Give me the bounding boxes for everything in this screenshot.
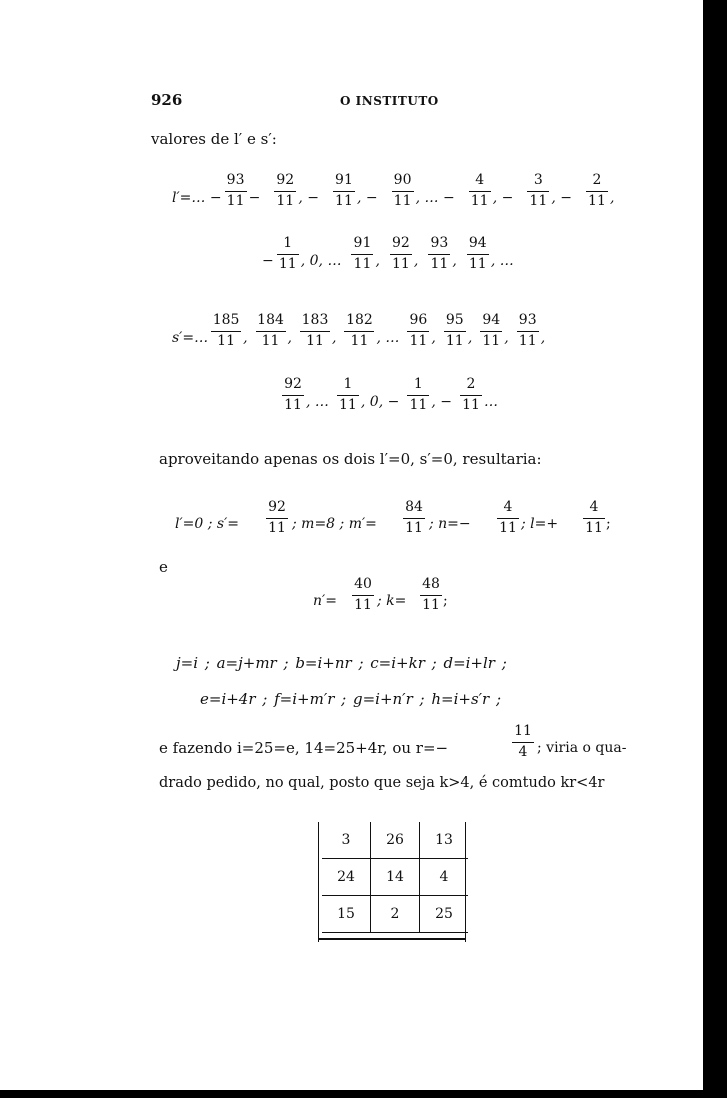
row-separator: , xyxy=(609,190,615,206)
fraction-numerator: 91 xyxy=(335,172,353,188)
fraction-numerator: 96 xyxy=(409,312,428,328)
fraction-numerator: 11 xyxy=(514,723,532,739)
fazendo-part2: ; viria o qua- xyxy=(537,740,627,756)
fraction-denominator: 11 xyxy=(226,193,245,209)
row-fraction xyxy=(390,236,412,271)
row-fraction xyxy=(460,377,482,412)
row-fraction xyxy=(428,236,450,271)
fraction-denominator: 11 xyxy=(482,333,501,349)
row-separator: , − xyxy=(492,190,514,206)
row-fraction xyxy=(211,313,241,348)
row-separator: , − xyxy=(431,394,452,410)
fraction-denominator: 11 xyxy=(445,333,464,349)
fraction-denominator: 11 xyxy=(409,333,428,349)
fraction-denominator: 11 xyxy=(468,256,487,272)
fraction-denominator: 11 xyxy=(350,333,369,349)
fraction-numerator: 92 xyxy=(268,499,286,515)
eq2-part2: ; k= xyxy=(377,593,407,609)
table-row xyxy=(322,822,468,859)
fraction-denominator: 11 xyxy=(268,520,286,536)
fraction-bar xyxy=(512,742,534,743)
row-fraction xyxy=(344,313,374,348)
row-fraction xyxy=(407,377,429,412)
fraction-bar xyxy=(351,254,373,255)
fraction-denominator: 11 xyxy=(588,193,606,209)
row-lead: − xyxy=(262,253,274,269)
fazendo-part1: e fazendo i=25=e, 14=25+4r, ou r=− xyxy=(159,739,449,757)
fraction-denominator: 11 xyxy=(354,597,372,613)
fraction-bar xyxy=(469,191,491,192)
row-fraction xyxy=(225,173,247,208)
fraction-numerator: 2 xyxy=(466,376,476,392)
fraction-denominator: 11 xyxy=(405,520,423,536)
fraction-bar xyxy=(428,254,450,255)
fraction-bar xyxy=(277,254,299,255)
eq1-frac4 xyxy=(583,500,605,535)
fraction-numerator: 93 xyxy=(226,172,245,188)
fraction-bar xyxy=(352,595,374,596)
fraction-denominator: 11 xyxy=(529,193,548,209)
fraction-bar xyxy=(344,331,374,332)
row-separator: , … xyxy=(490,253,514,269)
row-fraction xyxy=(282,377,304,412)
row-separator: , − xyxy=(356,190,378,206)
fraction-denominator: 11 xyxy=(338,397,357,413)
fraction-numerator: 185 xyxy=(212,312,240,328)
fraction-denominator: 11 xyxy=(499,520,517,536)
fraction-denominator: 11 xyxy=(391,256,410,272)
row-separator: , … xyxy=(376,330,400,346)
fraction-numerator: 94 xyxy=(482,312,501,328)
row-fraction xyxy=(469,173,491,208)
drado-line: drado pedido, no qual, posto que seja k>4, é comtudo kr<4r xyxy=(159,775,605,791)
fraction-denominator: 11 xyxy=(585,520,603,536)
row-fraction xyxy=(351,236,373,271)
fraction-bar xyxy=(337,395,359,396)
fraction-numerator: 1 xyxy=(413,376,423,392)
fraction-numerator: 1 xyxy=(343,376,353,392)
eq2-part1: n′= xyxy=(313,593,337,609)
row-lead: l′=… − xyxy=(172,190,222,206)
row-fraction xyxy=(333,173,355,208)
fraction-numerator: 182 xyxy=(346,312,373,328)
row-separator: , − xyxy=(298,190,319,206)
row-fraction xyxy=(444,313,466,348)
fraction-denominator: 11 xyxy=(278,256,297,272)
row-fraction xyxy=(337,377,359,412)
eq1-frac2 xyxy=(403,500,425,535)
fraction-bar xyxy=(460,395,482,396)
table-cell: 14 xyxy=(371,859,420,896)
fraction-denominator: 11 xyxy=(518,333,537,349)
fraction-bar xyxy=(225,191,247,192)
eq1-part3: ; n=− xyxy=(429,516,471,532)
fraction-bar xyxy=(392,191,414,192)
row-fraction xyxy=(277,236,299,271)
fraction-numerator: 95 xyxy=(445,312,464,328)
fraction-bar xyxy=(333,191,355,192)
row-separator: , xyxy=(243,330,248,346)
fraction-bar xyxy=(282,395,304,396)
fraction-denominator: 4 xyxy=(518,744,528,760)
row-fraction xyxy=(256,313,286,348)
row-fraction xyxy=(586,173,608,208)
row-separator: , − xyxy=(551,190,572,206)
row-fraction xyxy=(467,236,489,271)
table-cell: 13 xyxy=(420,822,469,859)
fraction-bar xyxy=(274,191,296,192)
fraction-numerator: 92 xyxy=(391,235,410,251)
eq1-frac1 xyxy=(266,500,288,535)
fraction-denominator: 11 xyxy=(393,193,412,209)
row-fraction xyxy=(274,173,296,208)
fraction-bar xyxy=(266,518,288,519)
page-number: 926 xyxy=(151,91,183,109)
table-cell: 15 xyxy=(322,896,371,933)
square-frame-bottom xyxy=(318,938,466,940)
row-separator: , xyxy=(287,330,292,346)
row-separator: , 0, … xyxy=(300,253,342,269)
table-cell: 26 xyxy=(371,822,420,859)
eq4-line: e=i+4r ; f=i+m′r ; g=i+n′r ; h=i+s′r ; xyxy=(200,690,502,708)
eq2-frac1 xyxy=(352,577,374,612)
row-fraction xyxy=(480,313,502,348)
fraction-numerator: 93 xyxy=(518,312,537,328)
fraction-bar xyxy=(407,331,429,332)
fraction-bar xyxy=(256,331,286,332)
fraction-denominator: 11 xyxy=(409,397,428,413)
eq1-frac3 xyxy=(497,500,519,535)
fraction-bar xyxy=(403,518,425,519)
fraction-bar xyxy=(407,395,429,396)
fraction-numerator: 40 xyxy=(354,576,372,592)
aproveitando-line: aproveitando apenas os dois l′=0, s′=0, resultaria: xyxy=(159,450,542,468)
row-fraction xyxy=(300,313,330,348)
row-separator: − xyxy=(248,190,261,206)
table-cell: 25 xyxy=(420,896,469,933)
fraction-numerator: 4 xyxy=(503,499,513,515)
table-row xyxy=(322,896,468,933)
eq1-part5: ; xyxy=(606,516,611,532)
fraction-numerator: 3 xyxy=(533,172,543,188)
row-lead: s′=… xyxy=(172,330,209,346)
fraction-numerator: 92 xyxy=(284,376,302,392)
fraction-bar xyxy=(444,331,466,332)
fazendo-frac xyxy=(512,724,534,759)
fraction-denominator: 11 xyxy=(306,333,324,349)
running-title: O INSTITUTO xyxy=(340,94,439,108)
eq1-part2: ; m=8 ; m′= xyxy=(292,516,377,532)
eq3-line: j=i ; a=j+mr ; b=i+nr ; c=i+kr ; d=i+lr ; xyxy=(176,654,507,672)
row-separator: , xyxy=(504,330,509,346)
table-cell: 24 xyxy=(322,859,371,896)
fraction-bar xyxy=(480,331,502,332)
row-separator: , xyxy=(375,253,380,269)
row-fraction xyxy=(407,313,429,348)
fraction-denominator: 11 xyxy=(261,333,280,349)
row-separator: , xyxy=(540,330,546,346)
row-separator: , xyxy=(332,330,337,346)
fraction-bar xyxy=(527,191,549,192)
eq1-part4: ; l=+ xyxy=(521,516,559,532)
fraction-denominator: 11 xyxy=(217,333,235,349)
fraction-numerator: 84 xyxy=(405,499,423,515)
eq2-part3: ; xyxy=(443,593,448,609)
fraction-denominator: 11 xyxy=(462,397,480,413)
fraction-bar xyxy=(583,518,605,519)
e-word: e xyxy=(159,558,168,576)
table-cell: 3 xyxy=(322,822,371,859)
fraction-denominator: 11 xyxy=(430,256,449,272)
magic-square-table xyxy=(322,822,468,933)
fraction-denominator: 11 xyxy=(335,193,353,209)
eq2-frac2 xyxy=(420,577,442,612)
fraction-numerator: 4 xyxy=(475,172,485,188)
row-separator: , … xyxy=(306,394,329,410)
square-frame-left xyxy=(318,822,319,942)
fraction-bar xyxy=(420,595,442,596)
row-separator: , xyxy=(452,253,457,269)
fraction-numerator: 1 xyxy=(283,235,293,251)
fraction-numerator: 92 xyxy=(276,172,295,188)
row-separator: , 0, − xyxy=(360,394,400,410)
row-separator: , xyxy=(413,253,419,269)
fraction-bar xyxy=(390,254,412,255)
intro-line: valores de l′ e s′: xyxy=(151,130,277,148)
table-cell: 4 xyxy=(420,859,469,896)
fraction-bar xyxy=(211,331,241,332)
row-separator: , xyxy=(431,330,436,346)
fraction-numerator: 91 xyxy=(353,235,372,251)
fraction-numerator: 90 xyxy=(393,172,412,188)
row-fraction xyxy=(392,173,414,208)
row-separator: , xyxy=(467,330,473,346)
fraction-denominator: 11 xyxy=(284,397,302,413)
fraction-bar xyxy=(300,331,330,332)
fraction-bar xyxy=(586,191,608,192)
fraction-numerator: 48 xyxy=(422,576,440,592)
fraction-denominator: 11 xyxy=(422,597,440,613)
fraction-bar xyxy=(497,518,519,519)
row-separator: , … − xyxy=(415,190,455,206)
fraction-numerator: 93 xyxy=(430,235,449,251)
fraction-bar xyxy=(517,331,539,332)
fraction-numerator: 94 xyxy=(468,235,487,251)
fraction-denominator: 11 xyxy=(470,193,489,209)
fraction-numerator: 183 xyxy=(301,312,329,328)
fraction-numerator: 2 xyxy=(592,172,602,188)
row-fraction xyxy=(527,173,549,208)
fraction-denominator: 11 xyxy=(276,193,295,209)
fraction-bar xyxy=(467,254,489,255)
table-cell: 2 xyxy=(371,896,420,933)
table-row xyxy=(322,859,468,896)
fraction-numerator: 4 xyxy=(589,499,599,515)
eq1-part1: l′=0 ; s′= xyxy=(175,516,240,532)
row-separator: … xyxy=(484,394,498,410)
fraction-numerator: 184 xyxy=(257,312,284,328)
fraction-denominator: 11 xyxy=(353,256,372,272)
row-fraction xyxy=(517,313,539,348)
